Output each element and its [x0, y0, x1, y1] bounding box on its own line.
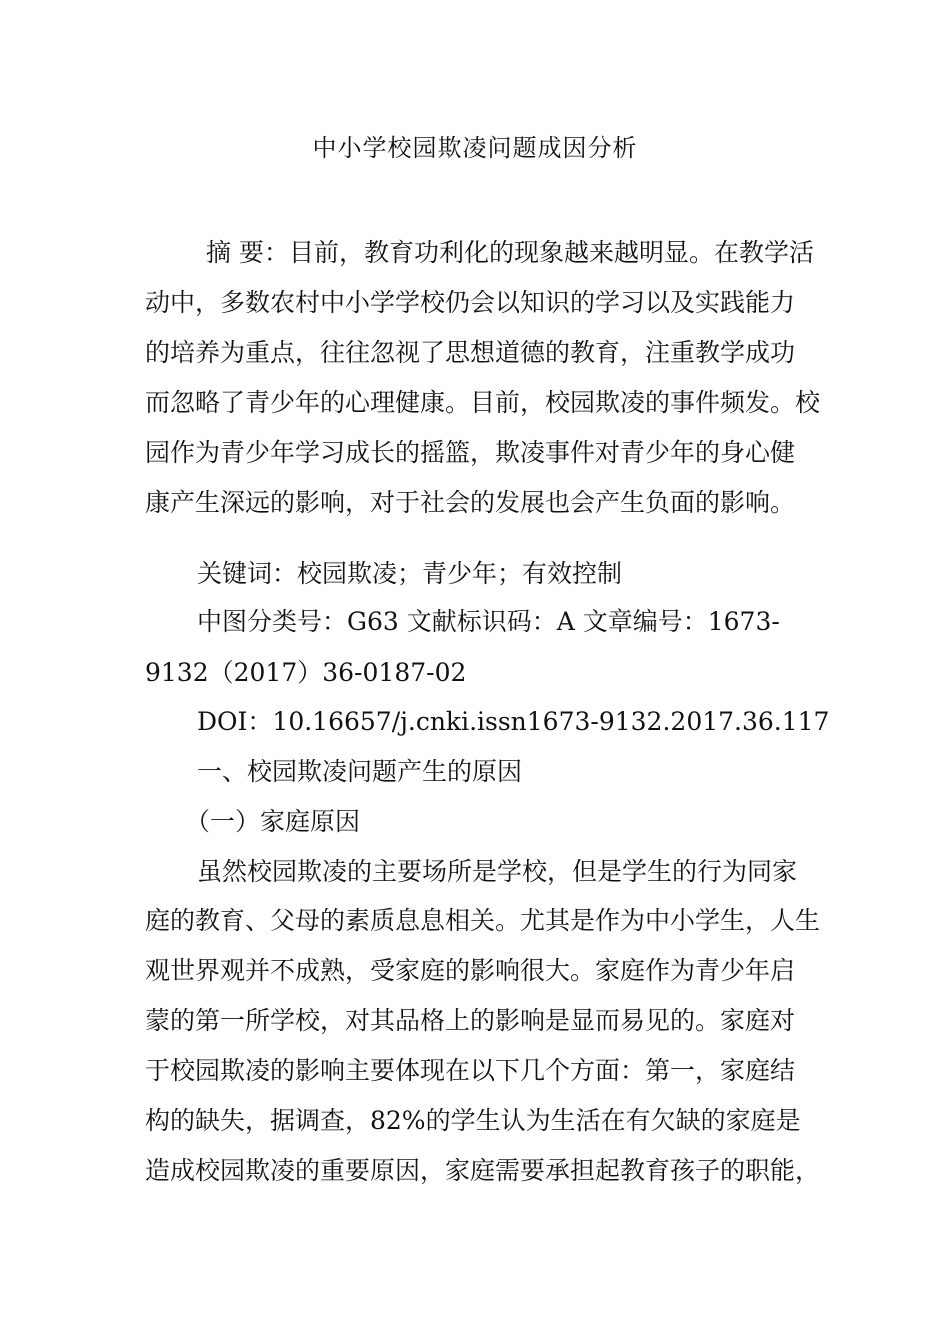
- body-line: 造成校园欺凌的重要原因，家庭需要承担起教育孩子的职能，: [145, 1156, 821, 1185]
- abstract-line: 摘 要：目前，教育功利化的现象越来越明显。在教学活: [206, 238, 814, 267]
- abstract-line: 动中，多数农村中小学学校仍会以知识的学习以及实践能力: [145, 288, 796, 317]
- abstract-line: 康产生深远的影响，对于社会的发展也会产生负面的影响。: [145, 488, 796, 517]
- abstract-line: 的培养为重点，往往忽视了思想道德的教育，注重教学成功: [145, 338, 796, 367]
- body-line: 虽然校园欺凌的主要场所是学校，但是学生的行为同家: [197, 857, 798, 886]
- subsection-heading: （一）家庭原因: [185, 807, 361, 836]
- doi: DOI：10.16657/j.cnki.issn1673-9132.2017.36.117: [197, 707, 830, 736]
- abstract-line: 而忽略了青少年的心理健康。目前，校园欺凌的事件频发。校: [145, 388, 821, 417]
- body-line: 庭的教育、父母的素质息息相关。尤其是作为中小学生，人生: [145, 906, 821, 935]
- classification-line: 中图分类号：G63 文献标识码：A 文章编号：1673-: [197, 607, 780, 636]
- body-line: 蒙的第一所学校，对其品格上的影响是显而易见的。家庭对: [145, 1006, 796, 1035]
- keywords: 关键词：校园欺凌；青少年；有效控制: [197, 559, 623, 588]
- section-heading: 一、校园欺凌问题产生的原因: [197, 757, 523, 786]
- body-line: 于校园欺凌的影响主要体现在以下几个方面：第一，家庭结: [145, 1056, 796, 1085]
- abstract-line: 园作为青少年学习成长的摇篮，欺凌事件对青少年的身心健: [145, 438, 796, 467]
- classification-line: 9132（2017）36-0187-02: [145, 658, 467, 687]
- body-line: 构的缺失，据调查，82%的学生认为生活在有欠缺的家庭是: [145, 1106, 801, 1135]
- body-line: 观世界观并不成熟，受家庭的影响很大。家庭作为青少年启: [145, 956, 796, 985]
- document-title: 中小学校园欺凌问题成因分析: [312, 134, 638, 162]
